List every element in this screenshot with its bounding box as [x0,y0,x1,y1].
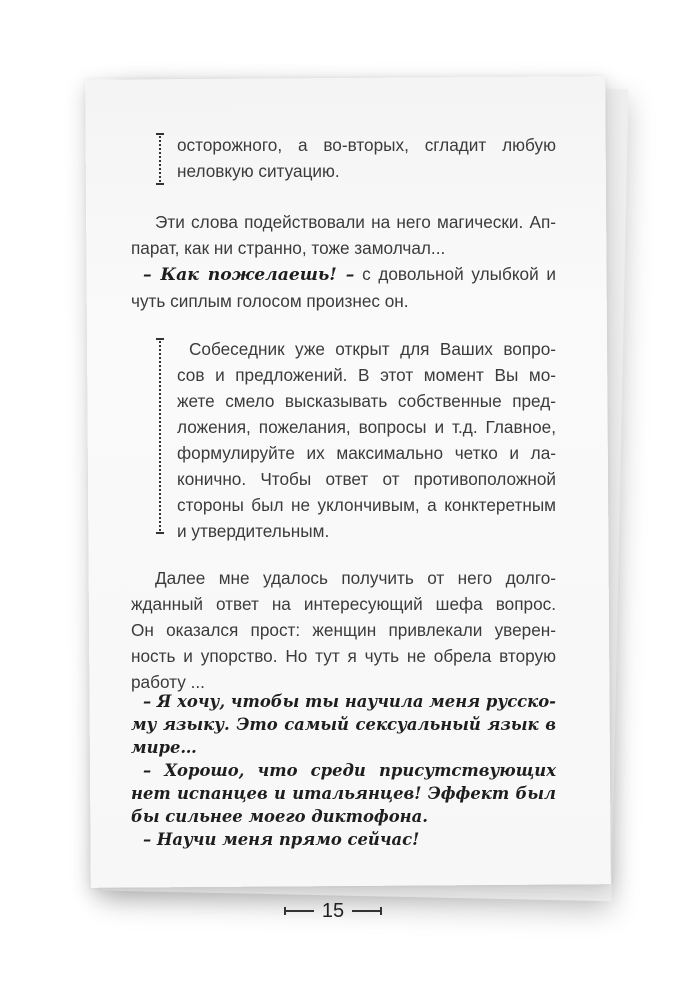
text-line: Далее мне удалось получить от него долго- [155,568,556,588]
text-line: Собеседник уже открыт для Ваших вопро- [189,339,556,359]
text-line: неловкую ситуацию. [177,161,340,181]
text-line: жданный ответ на интересующий шефа вопрос. [131,594,556,614]
text-line: формулируйте их максимально четко и ла- [177,443,556,463]
text-line: работу ... [131,672,205,692]
dialogue-line: – Научи меня прямо сейчас! [143,830,420,849]
paragraph-continuation [177,132,556,184]
footer-dash-left [284,910,314,912]
paragraph-magic-words [131,209,556,314]
text-line: конично. Чтобы ответ от противоположной [177,469,556,489]
text-line: Эти слова подействовали на него магически. Ап- [155,212,556,232]
dialogue-line: бы сильнее моего диктофона. [131,807,428,826]
dialogue-line: нет испанцев и итальянцев! Эффект был [131,784,556,803]
dialogue-line: му языку. Это самый сексуальный язык в [131,715,556,734]
quote-bar-top [159,133,161,185]
paragraph-advice [177,336,556,544]
text-line: сов и предложений. В этот момент Вы мо- [177,365,556,385]
text-line: Он оказался прост: женщин привлекали уверен- [131,620,556,640]
text-line: жете смело высказывать собственные пред- [177,391,556,411]
dialogue-line: – Я хочу, чтобы ты научила меня русско- [143,692,556,711]
dialogue-rest: с довольной улыбкой и [362,264,556,284]
text-line: парат, как ни странно, тоже замолчал... [131,238,446,258]
text-line: ложения, пожелания, вопросы и т.д. Главное, [177,417,556,437]
dialogue-block [131,690,556,851]
dialogue-line: – Хорошо, что среди присутствующих [143,761,556,780]
text-line: ность и упорство. Но тут я чуть не обрела вторую [131,646,556,666]
text-line: стороны был не уклончивым, а конктеретным [177,495,556,515]
footer-dash-right [352,910,382,912]
text-line: осторожного, а во-вторых, сгладит любую [177,135,556,155]
text-line: и утвердительным. [177,521,330,541]
dialogue-bold: – Как пожелаешь! – [143,265,355,285]
quote-bar-middle [159,338,161,534]
page-number: 15 [321,899,345,922]
paragraph-answer [131,565,556,695]
dialogue-line: мире… [131,738,197,757]
text-line: чуть сиплым голосом произнес он. [131,291,409,311]
dialogue-line [131,261,556,288]
page-number-footer [283,896,383,926]
